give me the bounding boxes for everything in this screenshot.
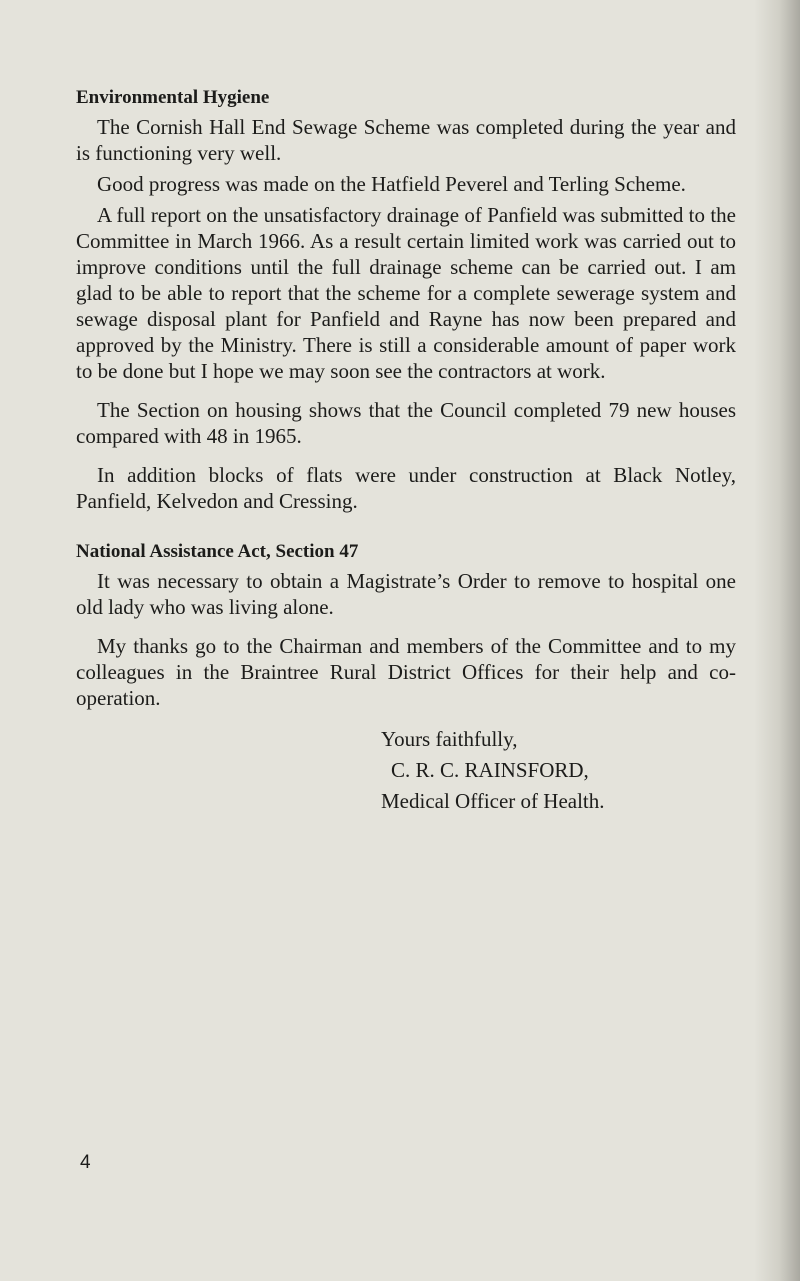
paragraph: The Cornish Hall End Sewage Scheme was completed during the year and is functioning very well. (76, 115, 736, 165)
paragraph: My thanks go to the Chairman and members of the Committee and to my colleagues in the Braintree Rural District Offices for their help and co-operation. (76, 634, 736, 710)
paragraph: It was necessary to obtain a Magistrate’s Order to remove to hospital one old lady who was living alone. (76, 569, 736, 619)
section-heading-national-assistance: National Assistance Act, Section 47 (76, 541, 359, 562)
page-edge-shadow (754, 0, 800, 1281)
signoff-title: Medical Officer of Health. (381, 789, 605, 813)
paragraph: Good progress was made on the Hatfield Peverel and Terling Scheme. (97, 172, 686, 196)
section-heading-environmental-hygiene: Environmental Hygiene (76, 87, 270, 108)
page-number: 4 (80, 1152, 91, 1173)
signoff-closing: Yours faithfully, (381, 727, 518, 751)
signoff-block (381, 724, 736, 817)
document-body (76, 86, 736, 817)
signoff-name: C. R. C. RAINSFORD, (391, 758, 589, 782)
paragraph: In addition blocks of flats were under construction at Black Notley, Panfield, Kelvedon and Cressing. (76, 463, 736, 513)
paragraph: The Section on housing shows that the Council completed 79 new houses compared with 48 in 1965. (76, 398, 736, 448)
paragraph: A full report on the unsatisfactory drainage of Panfield was submitted to the Committee in March 1966. As a result certain limited work was carried out to improve conditions until the full drainage scheme can be carried out. I am glad to be able to report that the scheme for a complete sewerage system and sewage disposal plant for Panfield and Rayne has now been prepared and approved by the Ministry. There is still a considerable amount of paper work to be done but I hope we may soon see the contractors at work. (76, 203, 736, 383)
